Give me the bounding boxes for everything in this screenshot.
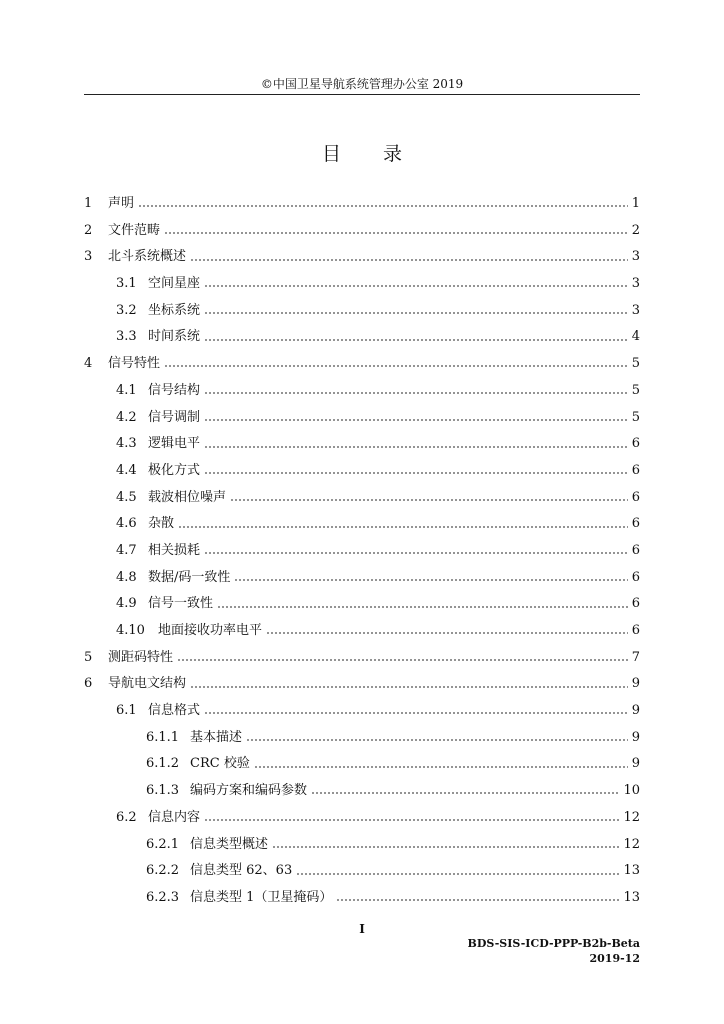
document-id-block — [468, 936, 640, 966]
toc-entry[interactable] — [84, 725, 640, 752]
toc-entry-page: 6 — [631, 436, 640, 452]
toc-entry-label: 编码方案和编码参数 — [190, 783, 308, 799]
toc-dot-leader — [266, 627, 628, 639]
toc-dot-leader — [204, 467, 628, 479]
toc-entry[interactable] — [84, 671, 640, 698]
header-divider — [84, 94, 640, 95]
page-number: I — [359, 922, 365, 936]
toc-entry-number: 6.1.1 — [146, 729, 180, 745]
toc-entry-label: 逻辑电平 — [148, 436, 201, 452]
toc-entry[interactable] — [84, 351, 640, 378]
toc-entry[interactable] — [84, 565, 640, 592]
toc-dot-leader — [311, 787, 619, 799]
toc-entry-number: 3.3 — [116, 329, 137, 345]
toc-dot-leader — [204, 441, 628, 453]
toc-entry-number: 6.2.2 — [146, 863, 180, 879]
toc-dot-leader — [204, 414, 628, 426]
toc-entry-label: 测距码特性 — [108, 649, 174, 665]
toc-entry-page: 1 — [631, 196, 640, 211]
toc-entry-number: 6.2 — [116, 809, 137, 825]
toc-entry[interactable] — [84, 324, 640, 351]
toc-entry-label: 极化方式 — [148, 462, 201, 478]
toc-entry-label: 北斗系统概述 — [108, 249, 187, 265]
toc-title: 目 录 — [321, 143, 421, 165]
toc-entry[interactable] — [84, 751, 640, 778]
toc-entry-label: 信息内容 — [148, 809, 201, 825]
toc-entry-page: 6 — [631, 462, 640, 478]
toc-entry-page: 13 — [623, 889, 640, 905]
toc-entry-number: 3 — [84, 249, 93, 265]
toc-entry-number: 6.1.2 — [146, 756, 180, 772]
toc-dot-leader — [204, 707, 628, 719]
toc-entry-label: 信息类型 1（卫星掩码） — [190, 889, 333, 905]
toc-entry-page: 12 — [623, 836, 640, 852]
toc-entry[interactable] — [84, 778, 640, 805]
toc-entry-page: 9 — [631, 703, 640, 719]
document-id: BDS-SIS-ICD-PPP-B2b-Beta — [467, 937, 640, 950]
toc-entry-label: 声明 — [108, 196, 135, 211]
toc-entry[interactable] — [84, 698, 640, 725]
toc-dot-leader — [190, 254, 628, 266]
toc-entry-page: 13 — [623, 863, 640, 879]
toc-dot-leader — [204, 547, 628, 559]
toc-entry-label: 导航电文结构 — [108, 676, 187, 692]
toc-entry[interactable] — [84, 218, 640, 245]
toc-entry-label: 载波相位噪声 — [148, 489, 227, 505]
toc-entry-page: 3 — [631, 302, 640, 318]
toc-entry-label: 信号一致性 — [148, 596, 214, 612]
toc-entry-number: 4.8 — [116, 569, 137, 585]
toc-dot-leader — [204, 307, 628, 319]
toc-entry[interactable] — [84, 805, 640, 832]
toc-entry-label: 信息类型 62、63 — [190, 863, 293, 879]
toc-entry-number: 2 — [84, 222, 93, 238]
toc-entry-page: 10 — [623, 783, 640, 799]
toc-entry-number: 4.7 — [116, 542, 137, 558]
toc-dot-leader — [178, 521, 628, 533]
toc-entry-page: 5 — [631, 382, 640, 398]
toc-dot-leader — [246, 734, 628, 746]
toc-dot-leader — [177, 654, 628, 666]
toc-entry[interactable] — [84, 378, 640, 405]
toc-dot-leader — [204, 334, 628, 346]
toc-entry[interactable] — [84, 538, 640, 565]
toc-entry[interactable] — [84, 645, 640, 672]
toc-entry-label: 信息类型概述 — [190, 836, 269, 852]
toc-entry-page: 6 — [631, 596, 640, 612]
page-header: ©中国卫星导航系统管理办公室 2019 — [260, 77, 464, 91]
table-of-contents — [84, 191, 640, 912]
toc-entry-number: 6 — [84, 676, 93, 692]
toc-entry-page: 6 — [631, 516, 640, 532]
toc-entry-label: 杂散 — [148, 516, 175, 532]
toc-entry-number: 4.10 — [116, 623, 145, 638]
toc-entry[interactable] — [84, 511, 640, 538]
toc-dot-leader — [138, 200, 628, 212]
toc-entry-page: 5 — [631, 409, 640, 425]
toc-entry-label: 信息格式 — [148, 703, 201, 719]
toc-dot-leader — [336, 894, 619, 906]
toc-entry[interactable] — [84, 298, 640, 325]
toc-entry-label: 时间系统 — [148, 329, 201, 345]
toc-entry-page: 6 — [631, 623, 640, 638]
toc-entry[interactable] — [84, 191, 640, 218]
toc-entry-page: 3 — [631, 249, 640, 265]
toc-entry-page: 9 — [631, 729, 640, 745]
toc-entry-label: 坐标系统 — [148, 302, 201, 318]
toc-entry-number: 6.2.1 — [146, 836, 180, 852]
toc-entry-page: 2 — [631, 222, 640, 238]
toc-entry-number: 4 — [84, 356, 93, 372]
toc-entry-page: 3 — [631, 276, 640, 292]
toc-entry-page: 6 — [631, 569, 640, 585]
toc-dot-leader — [204, 814, 619, 826]
toc-entry[interactable] — [84, 591, 640, 618]
toc-entry-number: 1 — [84, 196, 93, 211]
toc-entry-number: 4.4 — [116, 462, 137, 478]
toc-entry-label: 地面接收功率电平 — [158, 623, 263, 638]
toc-entry[interactable] — [84, 458, 640, 485]
toc-entry-number: 4.9 — [116, 596, 137, 612]
toc-entry[interactable] — [84, 485, 640, 512]
toc-entry-page: 5 — [631, 356, 640, 372]
toc-entry-label: 数据/码一致性 — [148, 569, 231, 585]
toc-dot-leader — [217, 601, 628, 613]
toc-entry-number: 4.3 — [116, 436, 137, 452]
toc-entry-page: 6 — [631, 489, 640, 505]
toc-dot-leader — [190, 681, 628, 693]
toc-entry-number: 4.2 — [116, 409, 137, 425]
toc-entry-number: 3.1 — [116, 276, 137, 292]
toc-entry[interactable] — [84, 244, 640, 271]
toc-entry-number: 6.1.3 — [146, 783, 180, 799]
toc-entry-label: CRC 校验 — [190, 756, 250, 772]
toc-entry-page: 7 — [631, 649, 640, 665]
toc-entry-page: 9 — [631, 676, 640, 692]
toc-entry[interactable] — [84, 858, 640, 885]
toc-entry-number: 6.2.3 — [146, 889, 180, 905]
toc-entry-label: 信号特性 — [108, 356, 161, 372]
toc-entry-page: 4 — [631, 329, 640, 345]
toc-entry[interactable] — [84, 618, 640, 645]
toc-entry-label: 信号结构 — [148, 382, 201, 398]
toc-entry-page: 6 — [631, 542, 640, 558]
toc-entry-number: 4.1 — [116, 382, 137, 398]
toc-entry-page: 9 — [631, 756, 640, 772]
toc-entry-number: 6.1 — [116, 703, 137, 719]
toc-entry-number: 5 — [84, 649, 93, 665]
toc-dot-leader — [164, 227, 628, 239]
toc-entry[interactable] — [84, 832, 640, 859]
toc-dot-leader — [164, 360, 628, 372]
toc-entry-label: 信号调制 — [148, 409, 201, 425]
toc-entry-number: 4.5 — [116, 489, 137, 505]
toc-entry-number: 3.2 — [116, 302, 137, 318]
toc-entry-label: 文件范畴 — [108, 222, 161, 238]
toc-entry-label: 基本描述 — [190, 729, 243, 745]
toc-dot-leader — [296, 868, 619, 880]
toc-entry[interactable] — [84, 885, 640, 912]
toc-entry[interactable] — [84, 405, 640, 432]
toc-entry-label: 空间星座 — [148, 276, 201, 292]
toc-dot-leader — [234, 574, 627, 586]
toc-entry-page: 12 — [623, 809, 640, 825]
toc-entry[interactable] — [84, 271, 640, 298]
document-date: 2019-12 — [589, 952, 640, 965]
toc-dot-leader — [272, 841, 619, 853]
toc-entry-label: 相关损耗 — [148, 542, 201, 558]
toc-dot-leader — [254, 761, 628, 773]
toc-dot-leader — [204, 387, 628, 399]
toc-dot-leader — [204, 280, 628, 292]
toc-dot-leader — [230, 494, 628, 506]
toc-entry[interactable] — [84, 431, 640, 458]
toc-entry-number: 4.6 — [116, 516, 137, 532]
